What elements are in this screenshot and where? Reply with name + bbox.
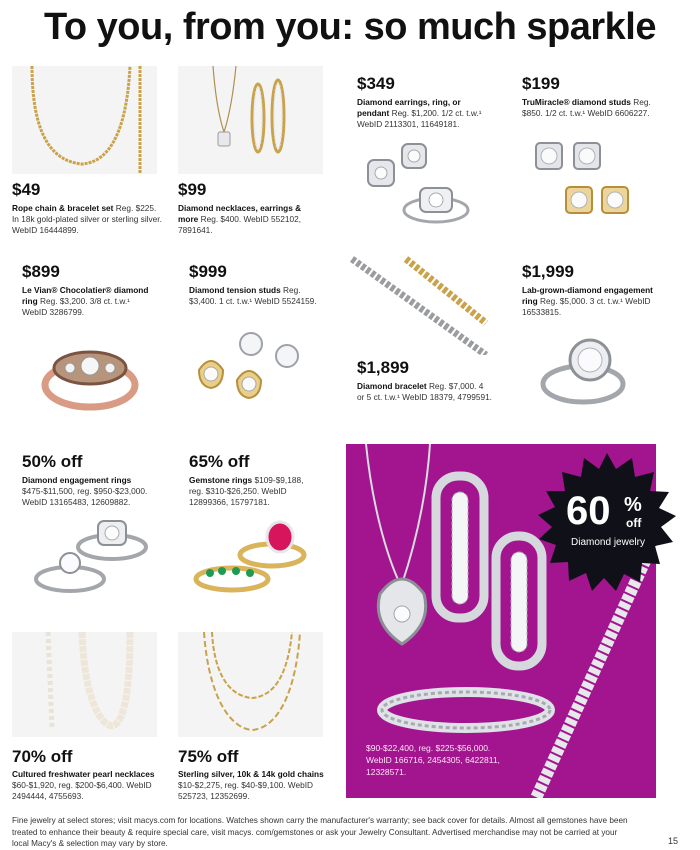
promo-off-label: off [626,516,642,530]
chocolate-diamond-ring-illustration [22,330,157,425]
product-details: Reg. $225. In 18k gold-plated silver or sterling silver. WebID 16444899. [12,203,162,235]
product-name: Diamond engagement rings [22,475,132,485]
product-name: Sterling silver, 10k & 14k gold chains [178,769,324,779]
page-number: 15 [667,836,678,846]
product-image-tension-studs[interactable] [189,322,314,412]
product-price: $1,999 [522,262,574,281]
product-details: Reg. $1,200. 1/2 ct. t.w.¹ WebID 2113301, 11649181. [357,108,482,129]
product-image-engagement-rings[interactable] [30,515,155,605]
product-details: Reg. $850. 1/2 ct. t.w.¹ WebID 6606227. [522,97,651,118]
product-name: Diamond tension studs [189,285,284,295]
product-name: Lab-grown-diamond engagement ring [522,285,653,306]
halo-ring-illustration [528,330,638,420]
product-details: $10-$2,275, reg. $40-$9,100. WebID 525723, 12352699. [178,780,313,801]
promo-details: $90-$22,400, reg. $225-$56,000. WebID 166716, 2454305, 6422811, 12328571. [366,743,500,777]
product-description [178,769,333,802]
tennis-bracelet-illustration [346,255,491,355]
product-details: $475-$11,500, reg. $950-$23,000. WebID 13165483, 12609882. [22,486,148,507]
product-description [12,203,162,236]
promo-percent-sign: % [624,494,642,516]
product-price: $1,899 [357,358,409,377]
promo-category-label: Diamond jewelry [571,537,645,548]
product-description [357,97,487,130]
product-price: 65% off [189,452,250,471]
product-name: Diamond bracelet [357,381,429,391]
product-image-le-vian-ring[interactable] [22,330,157,425]
pearl-necklace-illustration [12,632,157,737]
product-price: 70% off [12,747,73,766]
product-price: $899 [22,262,60,281]
product-name: TruMiracle® diamond studs [522,97,634,107]
product-description [22,285,157,318]
product-description [12,769,167,802]
promo-percent: 60 [566,489,611,533]
product-description [522,97,657,119]
tension-studs-illustration [189,322,314,412]
gold-chain-illustration [178,632,323,737]
product-description [22,475,152,508]
product-image-gemstone-rings[interactable] [190,515,315,600]
studs-illustration [522,135,642,230]
product-image-rope-chain[interactable] [12,66,157,174]
product-details: $60-$1,920, reg. $200-$6,400. WebID 2494444, 4755693. [12,780,152,801]
product-description [178,203,323,236]
product-price: $199 [522,74,560,93]
product-price: $999 [189,262,227,281]
product-name: Diamond necklaces, earrings & more [178,203,302,224]
product-image-diamond-earrings-ring[interactable] [346,140,488,236]
gemstone-rings-illustration [190,515,315,600]
product-price: $349 [357,74,395,93]
product-image-pearl-necklaces[interactable] [12,632,157,737]
product-name: Rope chain & bracelet set [12,203,116,213]
gold-rope-chain-illustration [12,66,157,174]
legal-footer: Fine jewelry at select stores; visit macys.com for locations. Watches shown carry the manufacturer's warranty; see back cover for details. Almost all gemstones have been treated to enhance their beauty & require special care, visit macys. com/gemstones or ask your Jewelry Consultant. Advertised merchandise may not be carried at your local Macy's & selection may vary by store. [12,816,628,848]
product-name: Cultured freshwater pearl necklaces [12,769,155,779]
product-description [357,381,492,403]
product-image-diamond-bracelet[interactable] [346,255,491,355]
product-name: Diamond earrings, ring, or pendant [357,97,461,118]
earrings-ring-illustration [346,140,488,236]
product-details: Reg. $3,200. 3/8 ct. t.w.¹ WebID 3286799. [22,296,130,317]
product-image-diamond-studs[interactable] [522,135,642,230]
product-details: Reg. $3,400. 1 ct. t.w.¹ WebID 5524159. [189,285,317,306]
product-name: Gemstone rings [189,475,255,485]
product-image-diamond-necklace[interactable] [178,66,323,174]
product-price: 75% off [178,747,239,766]
product-details: $109-$9,188, reg. $310-$26,250. WebID 12899366, 15797181. [189,475,304,507]
product-image-lab-grown-ring[interactable] [528,330,638,420]
product-price: $49 [12,180,41,199]
page-headline: To you, from you: so much sparkle [43,6,656,48]
product-description [522,285,657,318]
product-image-gold-chains[interactable] [178,632,323,737]
product-price: 50% off [22,452,83,471]
engagement-rings-illustration [30,515,155,605]
product-details: Reg. $7,000. 4 or 5 ct. t.w.¹ WebID 18379, 4799591. [357,381,492,402]
product-details: Reg. $5,000. 3 ct. t.w.¹ WebID 16533815. [522,296,651,317]
necklace-earrings-illustration [178,66,323,174]
product-description [189,285,319,307]
product-details: Reg. $400. WebID 552102, 7891641. [178,214,301,235]
product-price: $99 [178,180,207,199]
product-name: Le Vian® Chocolatier® diamond ring [22,285,149,306]
product-description [189,475,319,508]
